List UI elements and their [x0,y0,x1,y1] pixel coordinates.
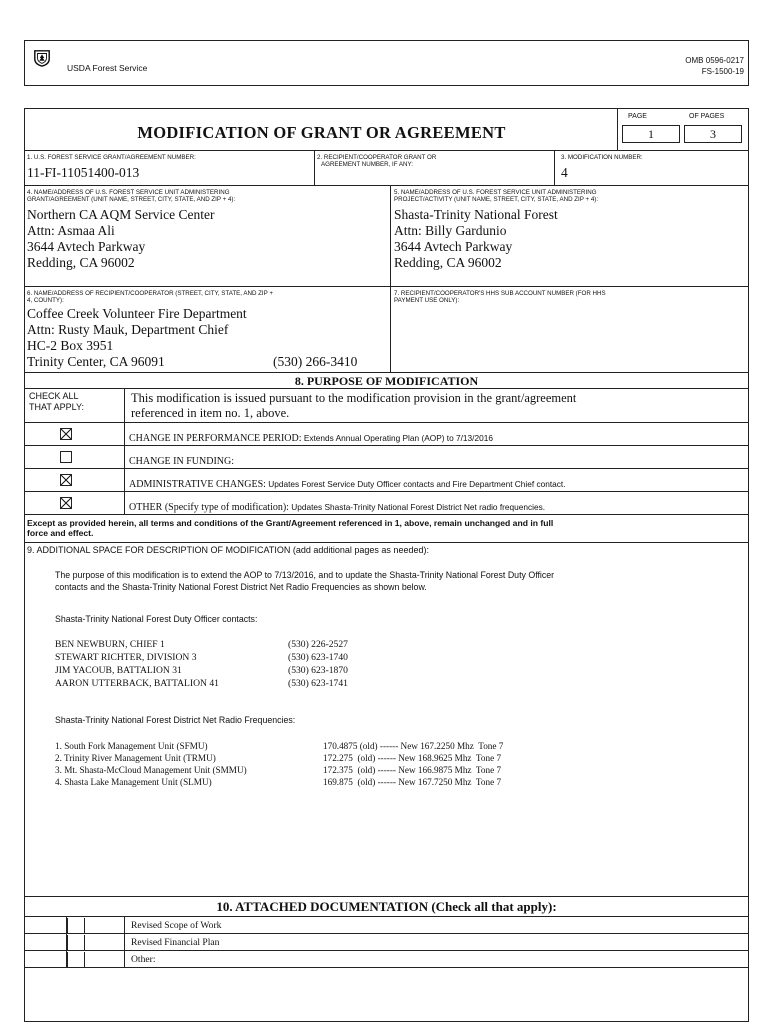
address-line: Trinity Center, CA 96091 [27,354,165,369]
modification-number: 4 [561,165,568,180]
purpose-checkbox-cell [25,492,125,515]
check-all-line2: THAT APPLY: [29,402,85,412]
item2-label-line2: AGREEMENT NUMBER, IF ANY: [321,161,414,168]
duty-officer-phone: (530) 623-1740 [288,652,348,663]
item3-cell [555,151,748,186]
duty-officer-phone: (530) 226-2527 [288,639,348,650]
attachment-checkbox-cell [67,917,125,934]
duty-officer-name: STEWART RICHTER, DIVISION 3 [55,652,197,663]
purpose-row-description: Extends Annual Operating Plan (AOP) to 7/13/2016 [301,433,493,443]
frequency-change: 170.4875 (old) ------ New 167.2250 Mhz Tone 7 [323,741,504,751]
item4-label-line1: 4. NAME/ADDRESS OF U.S. FOREST SERVICE UNIT ADMINISTERING [27,189,230,196]
pursuant-line1: This modification is issued pursuant to the modification provision in the grant/agreement [131,391,577,405]
page-number-box [622,125,680,143]
purpose-checkbox[interactable] [60,451,72,463]
purpose-row [125,469,748,492]
attachment-checkbox-cell [67,951,125,968]
attachment-row [125,951,748,968]
duty-officer-row [55,639,348,650]
agreement-number: 11-FI-11051400-013 [27,165,140,180]
purpose-checkbox[interactable] [60,497,72,509]
item5-address [394,207,558,271]
duty-officer-phone: (530) 623-1870 [288,665,348,676]
attachment-checkbox[interactable] [67,918,85,933]
except-statement [27,518,553,538]
address-line: 3644 Avtech Parkway [394,239,513,254]
attachment-row [125,917,748,934]
item4-label-line2: GRANT/AGREEMENT (UNIT NAME, STREET, CITY, STATE, AND ZIP + 4): [27,196,236,203]
item7-label-line1: 7. RECIPIENT/COOPERATOR'S HHS SUB ACCOUNT NUMBER (FOR HHS [394,290,606,297]
purpose-line2: contacts and the Shasta-Trinity National Forest District Net Radio Frequencies as shown below. [55,582,427,592]
purpose-row-text [129,428,493,446]
duty-officer-row [55,678,348,689]
frequency-row [55,753,501,763]
item5-cell [391,186,748,287]
frequency-row [55,741,503,751]
form-title: MODIFICATION OF GRANT OR AGREEMENT [137,123,506,142]
attachment-spacer-cell [25,951,67,968]
item2-cell [315,151,555,186]
duty-officer-row [55,652,348,663]
item6-label-line2: 4, COUNTY): [27,297,64,304]
of-pages-number: 3 [710,127,716,141]
purpose-row [125,423,748,446]
purpose-row-heading: ADMINISTRATIVE CHANGES: [129,479,266,490]
section9-cell [25,543,748,897]
address-line: Northern CA AQM Service Center [27,207,215,222]
purpose-row-heading: OTHER (Specify type of modification): [129,502,289,513]
frequency-unit: 4. Shasta Lake Management Unit (SLMU) [55,777,212,787]
frequency-row [55,765,501,775]
attachment-label: Revised Financial Plan [131,937,220,948]
frequency-change: 169.875 (old) ------ New 167.7250 Mhz Tone 7 [323,777,502,787]
section10-title-row [25,897,748,917]
purpose-checkbox[interactable] [60,474,72,486]
page-number: 1 [648,127,654,141]
duty-officer-heading: Shasta-Trinity National Forest Duty Officer contacts: [55,614,258,624]
page-count-cell [618,109,748,151]
title-cell [25,109,618,151]
form-number: FS-1500-19 [701,67,744,76]
page-label: PAGE [628,113,647,120]
of-pages-label: OF PAGES [689,113,725,120]
check-all-line1: CHECK ALL [29,391,79,401]
item5-label-line1: 5. NAME/ADDRESS OF U.S. FOREST SERVICE UNIT ADMINISTERING [394,189,597,196]
pursuant-text [131,391,576,421]
attachment-checkbox[interactable] [67,935,85,950]
attachment-label: Other: [131,954,156,965]
section10-title: 10. ATTACHED DOCUMENTATION (Check all that apply): [216,899,557,914]
purpose-row-text [129,497,545,515]
purpose-row-text [129,451,234,469]
address-line: HC-2 Box 3951 [27,338,114,353]
purpose-row-heading: CHANGE IN FUNDING: [129,456,234,467]
duty-officer-name: JIM YACOUB, BATTALION 31 [55,665,182,676]
attachment-checkbox-cell [67,934,125,951]
omb-number-block [685,55,744,77]
item1-cell [25,151,315,186]
duty-officer-row [55,665,348,676]
attachment-checkbox[interactable] [67,952,85,967]
duty-officer-name: BEN NEWBURN, CHIEF 1 [55,639,165,650]
purpose-checkbox-cell [25,446,125,469]
address-line: Redding, CA 96002 [27,255,135,270]
radio-heading: Shasta-Trinity National Forest District Net Radio Frequencies: [55,715,296,725]
frequency-change: 172.375 (old) ------ New 166.9875 Mhz Tone 7 [323,765,502,775]
recipient-phone: (530) 266-3410 [273,354,358,369]
item3-label: 3. MODIFICATION NUMBER: [561,154,643,161]
attachment-label: Revised Scope of Work [131,920,222,931]
purpose-row-description: Updates Shasta-Trinity National Forest District Net radio frequencies. [288,502,546,512]
form-header [24,40,749,86]
frequency-unit: 1. South Fork Management Unit (SFMU) [55,741,208,751]
item6-cell [25,287,391,373]
pursuant-line2: referenced in item no. 1, above. [131,406,290,420]
section8-title: 8. PURPOSE OF MODIFICATION [294,374,479,388]
section8-title-row [25,373,748,389]
purpose-row [125,446,748,469]
attachment-spacer-cell [25,934,67,951]
address-line: Attn: Rusty Mauk, Department Chief [27,322,229,337]
address-line: Attn: Asmaa Ali [27,223,115,238]
omb-number: OMB 0596-0217 [685,56,744,65]
purpose-checkbox-cell [25,469,125,492]
purpose-row-heading: CHANGE IN PERFORMANCE PERIOD: [129,433,302,444]
frequency-unit: 3. Mt. Shasta-McCloud Management Unit (SMMU) [55,765,247,775]
check-all-cell [25,389,125,423]
frequency-row [55,777,501,787]
address-line: 3644 Avtech Parkway [27,239,146,254]
duty-officer-name: AARON UTTERBACK, BATTALION 41 [55,678,219,689]
address-line: Redding, CA 96002 [394,255,502,270]
duty-officer-phone: (530) 623-1741 [288,678,348,689]
item7-label-line2: PAYMENT USE ONLY): [394,297,460,304]
purpose-paragraph [55,569,554,593]
check-all-label [29,391,84,413]
address-line: Attn: Billy Gardunio [394,223,507,238]
attachment-spacer-cell [25,917,67,934]
item5-label-line2: PROJECT/ACTIVITY (UNIT NAME, STREET, CITY, STATE, AND ZIP + 4): [394,196,599,203]
except-line1: Except as provided herein, all terms and conditions of the Grant/Agreement referenced in 1, above, remain unchanged and in full [27,518,554,528]
except-cell [25,515,748,543]
attachment-row [125,934,748,951]
purpose-row [125,492,748,515]
modification-form [24,108,749,1022]
purpose-row-text [129,474,566,492]
item4-cell [25,186,391,287]
address-line: Shasta-Trinity National Forest [394,207,558,222]
purpose-row-description: Updates Forest Service Duty Officer contacts and Fire Department Chief contact. [265,479,566,489]
purpose-line1: The purpose of this modification is to extend the AOP to 7/13/2016, and to update the Shasta-Trinity National Forest Duty Officer [55,570,555,580]
section9-label: 9. ADDITIONAL SPACE FOR DESCRIPTION OF MODIFICATION (add additional pages as needed): [27,545,429,555]
item2-label-line1: 2. RECIPIENT/COOPERATOR GRANT OR [317,154,437,161]
item1-label: 1. U.S. FOREST SERVICE GRANT/AGREEMENT NUMBER: [27,154,196,161]
agency-name: USDA Forest Service [67,63,148,73]
item4-address [27,207,214,271]
item7-cell [391,287,748,373]
frequency-unit: 2. Trinity River Management Unit (TRMU) [55,753,216,763]
of-pages-box [684,125,742,143]
pursuant-cell [125,389,748,423]
usda-forest-service-shield-icon [33,49,51,67]
frequency-change: 172.275 (old) ------ New 168.9625 Mhz Tone 7 [323,753,502,763]
purpose-checkbox[interactable] [60,428,72,440]
item6-address [27,306,247,370]
address-line: Coffee Creek Volunteer Fire Department [27,306,247,321]
except-line2: force and effect. [27,528,94,538]
purpose-checkbox-cell [25,423,125,446]
item6-label-line1: 6. NAME/ADDRESS OF RECIPIENT/COOPERATOR (STREET, CITY, STATE, AND ZIP + [27,290,273,297]
